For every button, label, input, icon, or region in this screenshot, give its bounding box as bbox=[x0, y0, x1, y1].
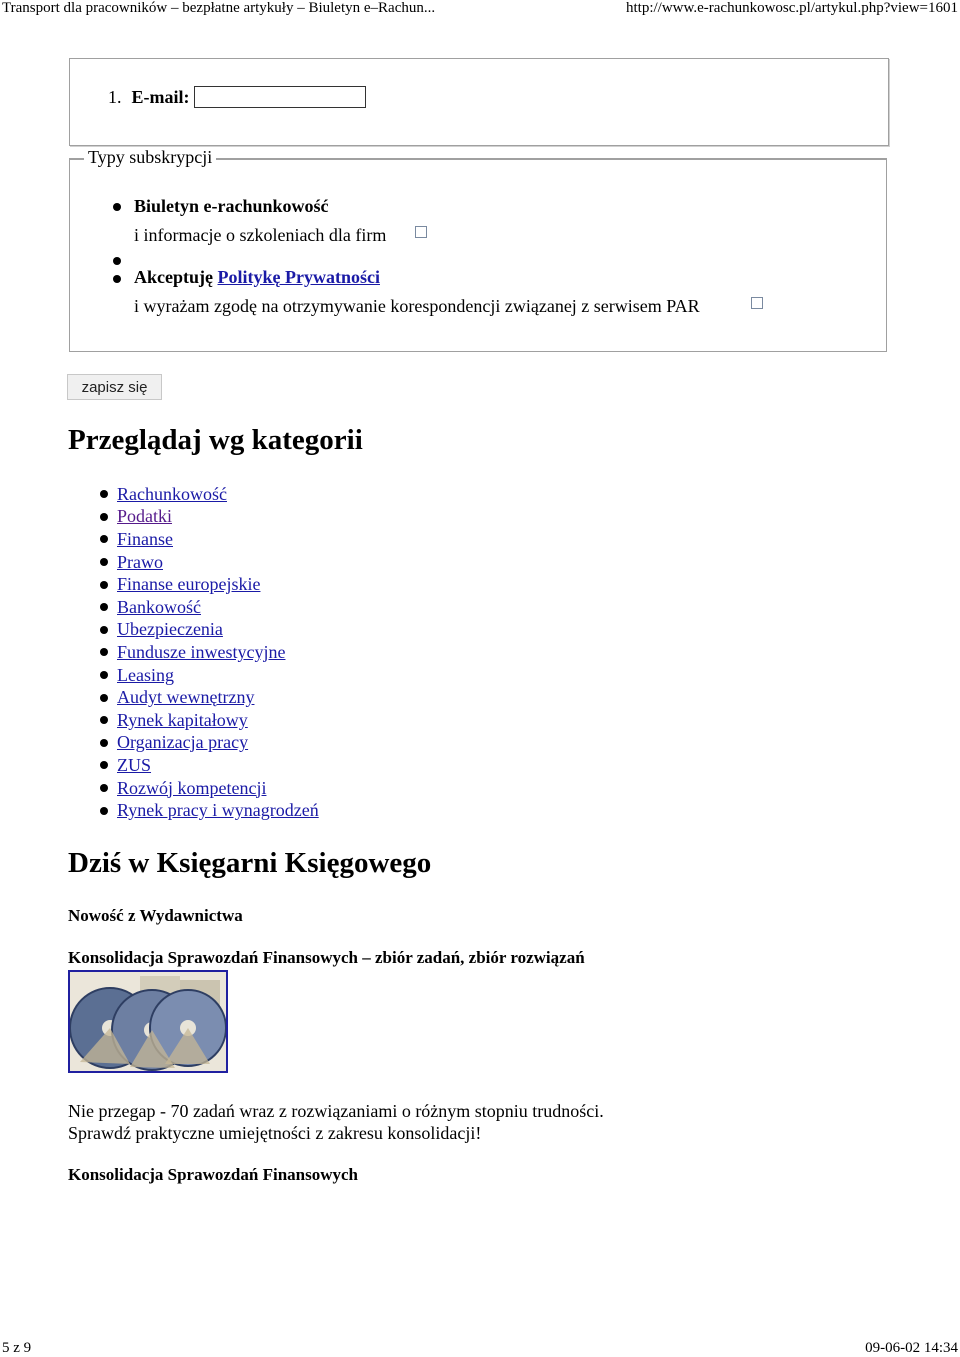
bullet-icon bbox=[100, 784, 108, 792]
bullet-icon bbox=[100, 603, 108, 611]
subscription-fieldset bbox=[69, 158, 887, 352]
sub2-prefix: Akceptuję bbox=[134, 267, 213, 287]
categories-heading: Przeglądaj wg kategorii bbox=[68, 424, 363, 456]
bullet-icon bbox=[100, 490, 108, 498]
list-item bbox=[100, 664, 319, 687]
category-link[interactable]: Finanse europejskie bbox=[117, 574, 261, 595]
book-desc-line1: Nie przegap - 70 zadań wraz z rozwiązaniami o różnym stopniu trudności. bbox=[68, 1101, 604, 1121]
category-link[interactable]: Prawo bbox=[117, 551, 163, 572]
bookstore-subheading: Nowość z Wydawnictwa bbox=[68, 906, 243, 925]
category-link[interactable]: Finanse bbox=[117, 528, 173, 549]
category-link[interactable]: Fundusze inwestycyjne bbox=[117, 641, 286, 662]
bullet-icon bbox=[100, 694, 108, 702]
bullet-icon bbox=[100, 671, 108, 679]
bookstore-heading: Dziś w Księgarni Księgowego bbox=[68, 847, 432, 879]
bullet-icon bbox=[100, 535, 108, 543]
print-header-url: http://www.e-rachunkowosc.pl/artykul.php?view=1601 bbox=[626, 0, 958, 16]
bullet-icon bbox=[100, 626, 108, 634]
list-item bbox=[100, 732, 319, 755]
subscription-legend: Typy subskrypcji bbox=[84, 147, 216, 168]
category-link[interactable]: Ubezpieczenia bbox=[117, 619, 223, 640]
email-number: 1. bbox=[108, 86, 122, 107]
bullet-icon bbox=[100, 513, 108, 521]
list-item bbox=[100, 799, 319, 822]
category-link[interactable]: Podatki bbox=[117, 506, 173, 527]
category-link[interactable]: Organizacja pracy bbox=[117, 732, 249, 753]
bullet-icon bbox=[100, 761, 108, 769]
list-item bbox=[100, 641, 319, 664]
email-label: E-mail: bbox=[131, 86, 190, 107]
sub2-line bbox=[134, 267, 380, 288]
book-cd-graphic bbox=[70, 972, 226, 1071]
sub2-desc: i wyrażam zgodę na otrzymywanie korespondencji związanej z serwisem PAR bbox=[134, 296, 700, 316]
bullet-icon bbox=[113, 203, 121, 211]
category-list bbox=[100, 483, 319, 822]
bullet-icon bbox=[100, 807, 108, 815]
print-footer-datetime: 09-06-02 14:34 bbox=[865, 1340, 958, 1356]
list-item bbox=[100, 709, 319, 732]
privacy-policy-link[interactable]: Politykę Prywatności bbox=[217, 267, 380, 287]
sub1-title: Biuletyn e-rachunkowość bbox=[134, 196, 329, 216]
bullet-icon bbox=[113, 275, 121, 283]
category-link[interactable]: Rachunkowość bbox=[117, 483, 227, 504]
bullet-icon bbox=[100, 739, 108, 747]
list-item bbox=[100, 686, 319, 709]
book-cover-image[interactable] bbox=[68, 970, 228, 1073]
sub2-checkbox[interactable] bbox=[751, 297, 763, 309]
email-row bbox=[108, 86, 366, 108]
category-link[interactable]: Audyt wewnętrzny bbox=[117, 687, 255, 708]
bullet-icon bbox=[100, 581, 108, 589]
book-link[interactable]: Konsolidacja Sprawozdań Finansowych bbox=[68, 1165, 358, 1184]
bullet-icon bbox=[100, 558, 108, 566]
email-input[interactable] bbox=[194, 86, 366, 108]
bullet-icon bbox=[100, 716, 108, 724]
list-item bbox=[100, 573, 319, 596]
book-title: Konsolidacja Sprawozdań Finansowych – zbiór zadań, zbiór rozwiązań bbox=[68, 948, 585, 967]
category-link[interactable]: Rynek pracy i wynagrodzeń bbox=[117, 800, 319, 821]
print-header-title: Transport dla pracowników – bezpłatne artykuły – Biuletyn e–Rachun... bbox=[2, 0, 436, 16]
subscribe-button[interactable]: zapisz się bbox=[67, 374, 162, 400]
category-link[interactable]: Leasing bbox=[117, 664, 174, 685]
list-item bbox=[100, 619, 319, 642]
list-item bbox=[100, 777, 319, 800]
list-item bbox=[100, 483, 319, 506]
list-item bbox=[100, 754, 319, 777]
category-link[interactable]: Rynek kapitałowy bbox=[117, 709, 248, 730]
bullet-icon bbox=[113, 257, 121, 265]
book-desc-line2: Sprawdź praktyczne umiejętności z zakresu konsolidacji! bbox=[68, 1123, 482, 1143]
list-item bbox=[100, 551, 319, 574]
sub1-checkbox[interactable] bbox=[415, 226, 427, 238]
print-footer-page: 5 z 9 bbox=[2, 1340, 32, 1356]
category-link[interactable]: Rozwój kompetencji bbox=[117, 777, 267, 798]
sub1-desc: i informacje o szkoleniach dla firm bbox=[134, 225, 387, 245]
category-link[interactable]: Bankowość bbox=[117, 596, 201, 617]
list-item bbox=[100, 528, 319, 551]
list-item bbox=[100, 506, 319, 529]
list-item bbox=[100, 596, 319, 619]
category-link[interactable]: ZUS bbox=[117, 754, 152, 775]
bullet-icon bbox=[100, 648, 108, 656]
